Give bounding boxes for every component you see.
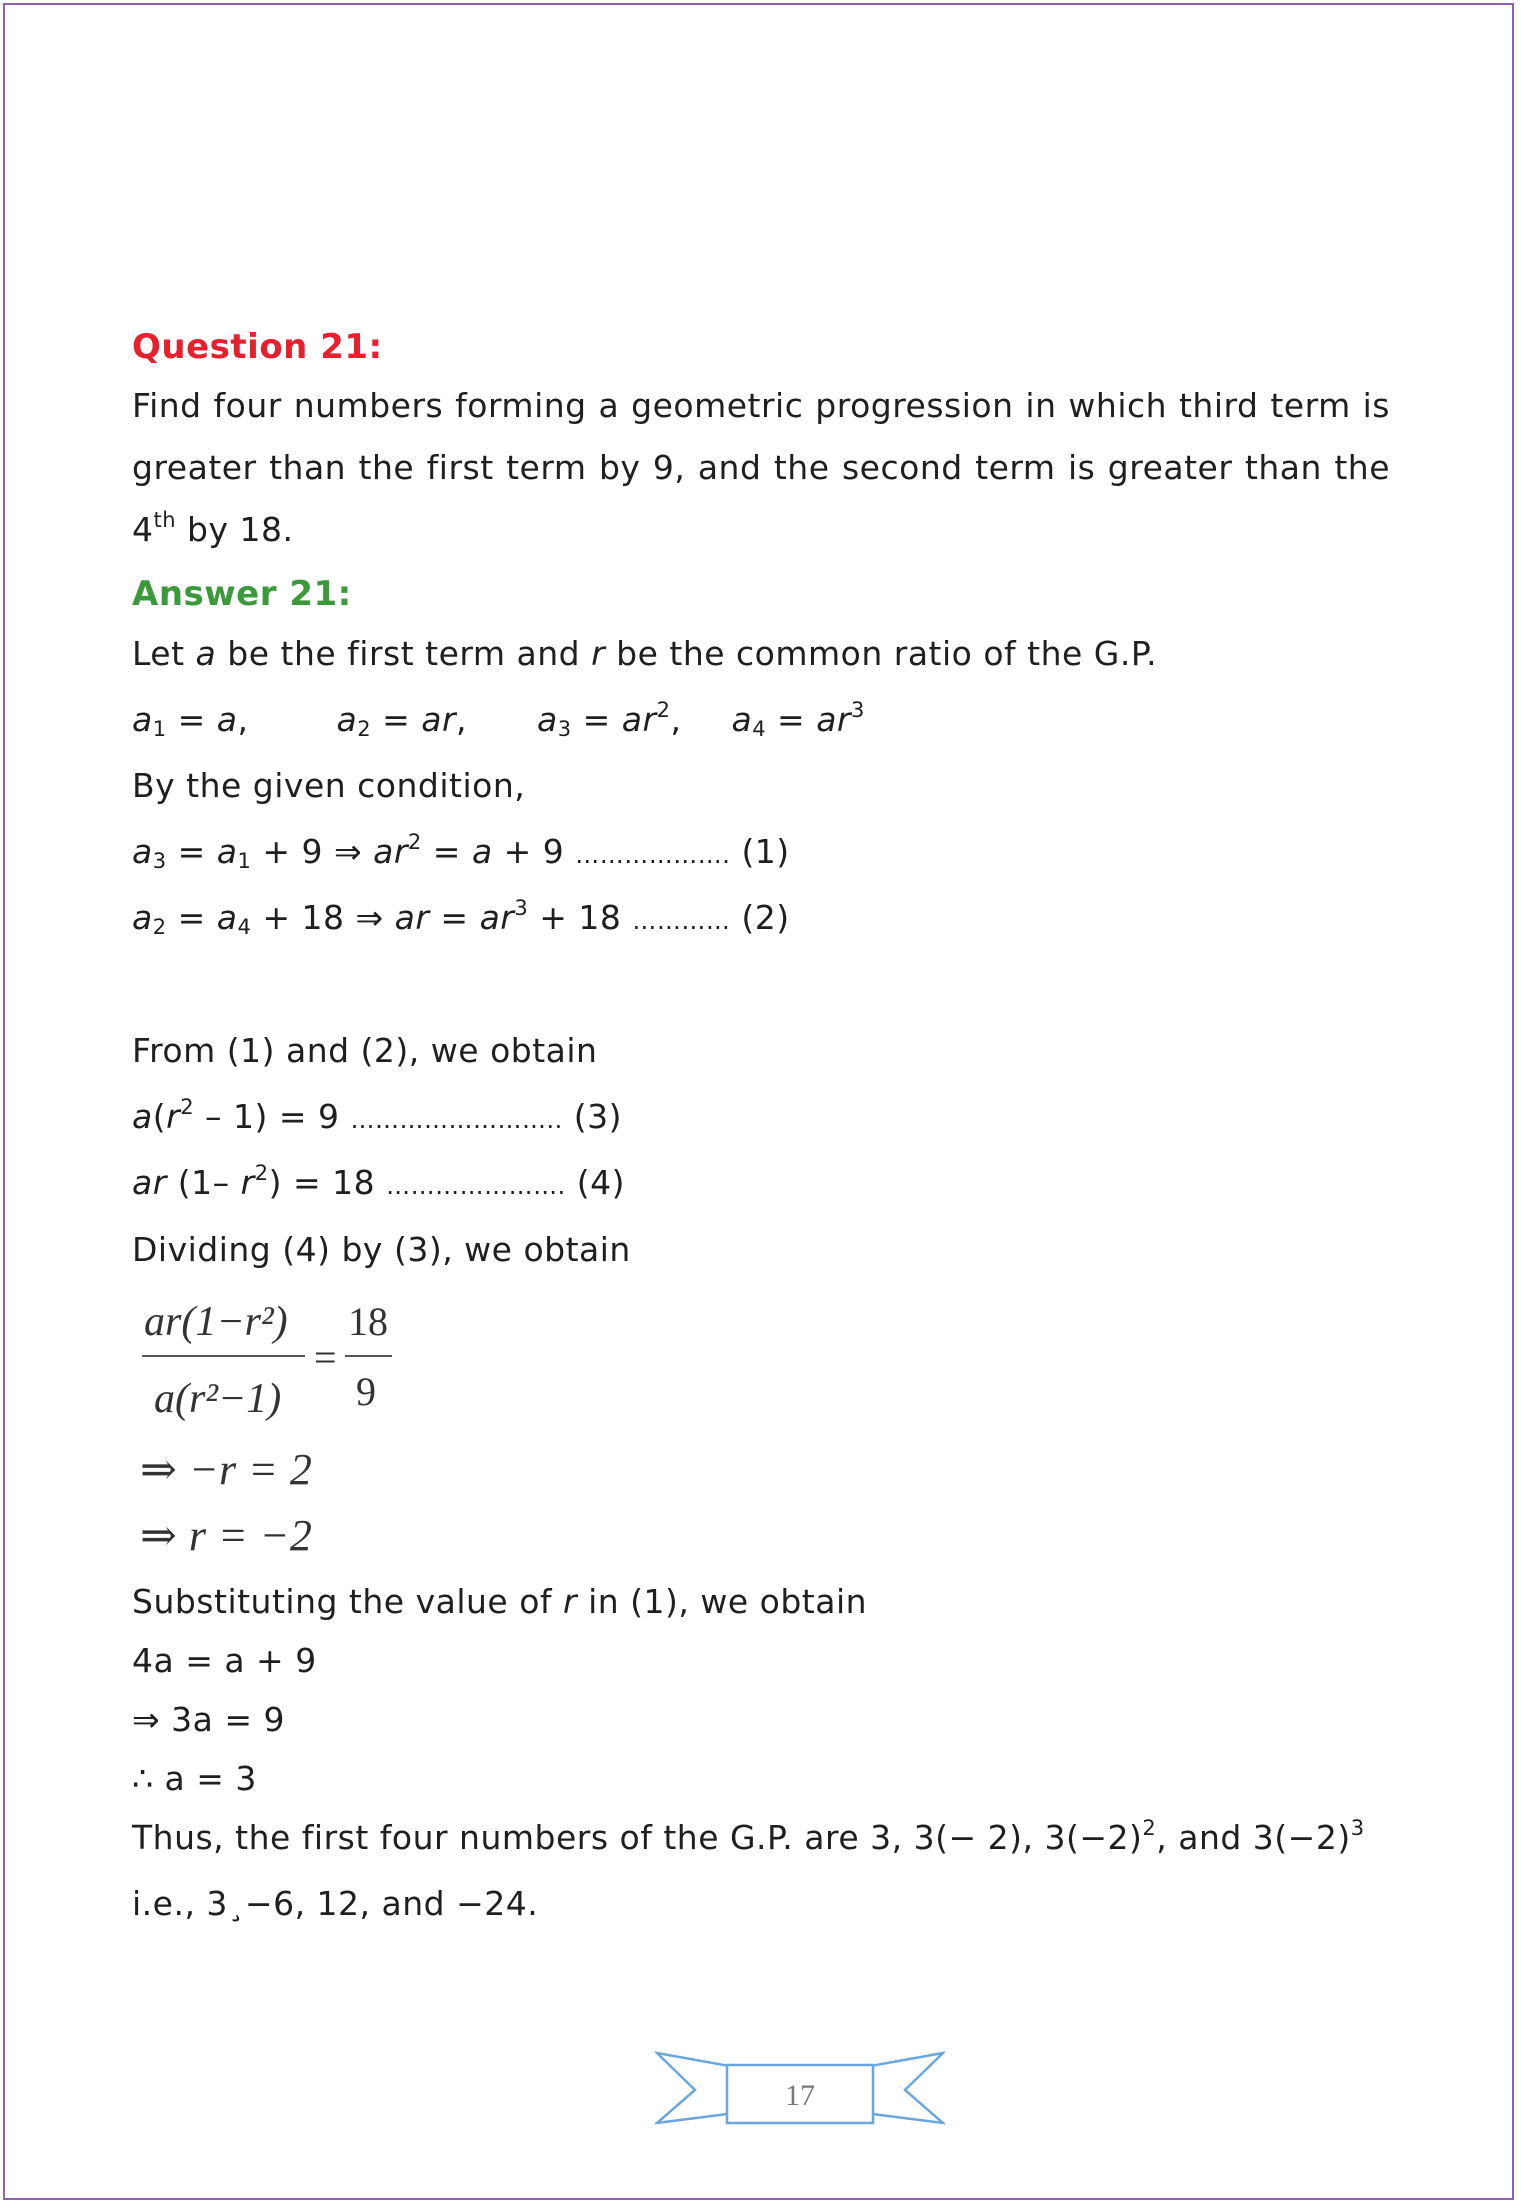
result-3: ∴ a = 3 <box>132 1759 257 1798</box>
equation-4: ar (1– $r^2) = 18$ …………………. (4) <box>132 1161 625 1202</box>
condition-text: By the given condition, <box>132 766 526 805</box>
question-line-1: Find four numbers forming a geometric progression in which third term is <box>132 386 1390 425</box>
fraction-equation <box>140 1285 400 1439</box>
question-line-3: 4th by 18. <box>132 508 294 549</box>
fraction-numerator: ar(1−r²) <box>144 1299 288 1345</box>
final-answer: i.e., 3¸−6, 12, and −24. <box>132 1884 539 1923</box>
dividing-text: Dividing (4) by (3), we obtain <box>132 1230 631 1269</box>
rhs-numerator: 18 <box>348 1299 388 1344</box>
conclusion-text: Thus, the first four numbers of the G.P. are 3, 3(− 2), $3(-2)^2$, and $3(-2)^3$ <box>132 1816 1365 1857</box>
step-2: ⇒ r = −2 <box>140 1511 313 1560</box>
page-number: 17 <box>785 2079 815 2112</box>
page-number-ribbon <box>655 2045 945 2130</box>
equation-1: $a_3 = a_1 + 9$ ⇒ $ar^2 = a + 9$ ………………. (1) <box>132 830 790 873</box>
equation-3: $a(r^2 - 1) = 9$ …………………….. (3) <box>132 1095 623 1136</box>
substitution-text: Substituting the value of r in (1), we obtain <box>132 1582 868 1621</box>
step-1: ⇒ −r = 2 <box>140 1445 313 1494</box>
fraction-denominator: a(r²−1) <box>154 1376 282 1422</box>
terms-line: $a_1 = a$, $a_2$ = ar, $a_3 = ar^2$, $a_4 = ar^3$ <box>132 698 865 741</box>
result-1: 4a = a + 9 <box>132 1641 317 1680</box>
question-line-2: greater than the first term by 9, and the second term is greater than the <box>132 448 1390 487</box>
rhs-denominator: 9 <box>356 1369 376 1414</box>
equation-2: $a_2 = a_4 + 18$ ⇒ ar = $ar^3 + 18$ ………… (2) <box>132 896 790 939</box>
answer-intro: Let a be the first term and r be the common ratio of the G.P. <box>132 634 1158 673</box>
result-2: ⇒ 3a = 9 <box>132 1700 285 1739</box>
answer-heading: Answer 21: <box>132 574 352 614</box>
from-text: From (1) and (2), we obtain <box>132 1031 598 1070</box>
svg-text:=: = <box>314 1335 337 1380</box>
question-heading: Question 21: <box>132 327 383 367</box>
